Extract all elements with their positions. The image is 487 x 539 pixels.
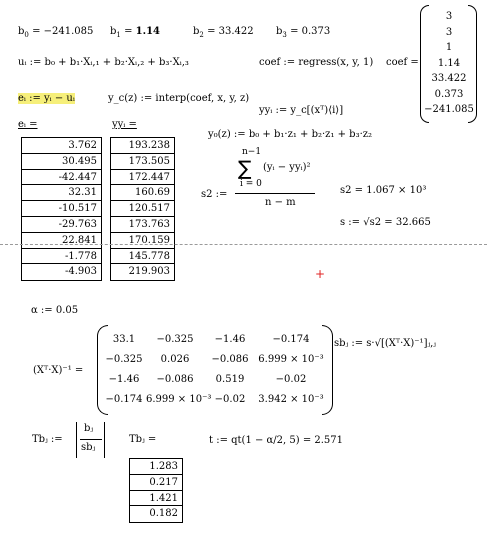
e-value-cell: 30.495 — [22, 154, 101, 170]
tb-fraction-bar — [80, 439, 102, 440]
matrix-cell: −0.174 — [105, 394, 143, 405]
inverse-matrix[interactable] — [102, 330, 326, 410]
fraction-bar — [235, 193, 315, 194]
sum-body: (yᵢ − yyᵢ)² — [263, 162, 311, 173]
tb-value-cell: 1.421 — [130, 491, 182, 507]
sum-lower-limit: i = 0 — [240, 179, 262, 189]
page-break-divider — [0, 244, 487, 245]
b0-equals: = — [32, 26, 41, 37]
b3-equals: = — [290, 26, 299, 37]
matrix-cell: −0.325 — [156, 334, 194, 345]
yy-value-cell: 173.763 — [111, 217, 174, 233]
b3-result — [276, 27, 330, 39]
e-value-cell: 22.841 — [22, 233, 101, 249]
matrix-cell: −0.325 — [105, 354, 143, 365]
s-definition[interactable] — [340, 218, 431, 228]
yy-value-cell: 172.447 — [111, 170, 174, 186]
coef-vector[interactable] — [424, 9, 474, 118]
b3-value: 0.373 — [301, 26, 331, 37]
e-values-table[interactable] — [21, 137, 102, 281]
coef-vector-entry: 1.14 — [437, 57, 461, 69]
s2-denominator: n − m — [265, 197, 296, 208]
yc-definition[interactable]: y_c(z) := interp(coef, x, y, z) — [108, 93, 250, 104]
tb-value-cell: 1.283 — [130, 459, 182, 475]
t-critical-definition[interactable]: t := qt(1 − α/2, 5) = 2.571 — [209, 435, 344, 446]
matrix-cell: −1.46 — [214, 334, 246, 345]
b1-symbol: b — [110, 26, 117, 37]
sum-upper-limit: n−1 — [242, 147, 262, 157]
y0-definition[interactable]: y₀(z) := b₀ + b₁·z₁ + b₂·z₁ + b₃·z₂ — [208, 129, 373, 140]
coef-vector-entry: −241.085 — [424, 104, 474, 115]
matrix-cell: 0.519 — [215, 374, 245, 385]
matrix-cell: −0.086 — [211, 354, 249, 365]
tb-table-label: Tbⱼ = — [129, 434, 157, 445]
yy-table-label-text: yyᵢ = — [112, 119, 137, 130]
yy-value-cell: 219.903 — [128, 266, 170, 278]
coef-vector-entry: 3 — [445, 11, 453, 22]
b0-value: −241.085 — [43, 26, 94, 37]
b1-result — [110, 27, 160, 39]
yy-value-cell: 120.517 — [111, 201, 174, 217]
b2-equals: = — [207, 26, 216, 37]
yy-value-cell: 170.159 — [111, 233, 174, 249]
matrix-cell: 6.999 × 10⁻³ — [258, 354, 324, 365]
alpha-definition[interactable]: α := 0.05 — [31, 305, 79, 316]
yy-definition[interactable]: yyᵢ := y_c[(xᵀ)⟨i⟩] — [259, 105, 344, 116]
tb-value-cell: 0.182 — [149, 508, 178, 520]
e-value-cell: -42.447 — [22, 170, 101, 186]
matrix-row — [102, 330, 326, 350]
inverse-matrix-lhs: (Xᵀ·X)⁻¹ = — [33, 365, 84, 376]
s2-lhs[interactable]: s2 := — [201, 189, 228, 200]
matrix-cell: 33.1 — [112, 334, 136, 345]
coef-label: coef = — [386, 57, 419, 68]
yy-table-label — [112, 120, 137, 130]
b1-subscript: 1 — [116, 31, 121, 39]
matrix-cell: −0.02 — [214, 394, 246, 405]
b2-subscript: 2 — [199, 31, 204, 39]
matrix-cell: −0.086 — [156, 374, 194, 385]
tb-numerator: bⱼ — [84, 423, 94, 434]
matrix-row — [102, 370, 326, 390]
e-value-cell: -1.778 — [22, 249, 101, 265]
b0-result — [18, 27, 93, 39]
e-value-cell: 3.762 — [22, 138, 101, 154]
abs-left-bar — [76, 422, 77, 458]
e-value-cell: -10.517 — [22, 201, 101, 217]
coef-vector-entry: 33.422 — [431, 73, 467, 84]
e-definition-text: eᵢ := yᵢ − uᵢ — [18, 93, 75, 104]
coef-vector-entry: 1 — [445, 42, 453, 53]
yy-value-cell: 193.238 — [111, 138, 174, 154]
tb-lhs[interactable]: Tbⱼ := — [32, 434, 63, 445]
yy-value-cell: 173.505 — [111, 154, 174, 170]
sum-sign-icon: ∑ — [238, 156, 252, 180]
e-value-cell: -4.903 — [64, 266, 97, 278]
yy-value-cell: 160.69 — [111, 185, 174, 201]
u-definition[interactable]: uᵢ := b₀ + b₁·Xᵢ,₁ + b₂·Xᵢ,₂ + b₃·Xᵢ,₃ — [18, 57, 189, 68]
matrix-cell: 6.999 × 10⁻³ — [146, 394, 212, 405]
s2-result: s2 = 1.067 × 10³ — [340, 185, 427, 196]
coef-vector-entry: 0.373 — [434, 88, 464, 100]
b2-symbol: b — [193, 26, 200, 37]
b2-result — [193, 27, 254, 39]
e-table-label-text: eᵢ = — [18, 119, 38, 130]
matrix-cell: −1.46 — [108, 374, 140, 385]
s-definition-text: s := √s2 = 32.665 — [340, 217, 431, 228]
crosshair-cursor-icon: + — [315, 267, 326, 281]
tb-values-table[interactable] — [129, 458, 183, 523]
e-table-label — [18, 120, 38, 130]
b3-subscript: 3 — [282, 31, 287, 39]
matrix-cell: 3.942 × 10⁻³ — [258, 394, 324, 405]
matrix-cell: 0.026 — [160, 354, 190, 365]
b0-subscript: 0 — [24, 31, 29, 39]
b1-value: 1.14 — [135, 26, 160, 37]
coef-vector-entry: 3 — [445, 26, 453, 38]
abs-right-bar — [104, 422, 105, 458]
matrix-row — [102, 350, 326, 370]
e-value-cell: 32.31 — [22, 185, 101, 201]
matrix-row — [102, 390, 326, 410]
sb-definition[interactable]: sbⱼ := s·√[(Xᵀ·X)⁻¹]ⱼ,ⱼ — [334, 338, 436, 349]
b1-equals: = — [124, 26, 133, 37]
tb-denominator: sbⱼ — [81, 442, 96, 453]
yy-values-table[interactable] — [110, 137, 175, 281]
coef-definition[interactable]: coef := regress(x, y, 1) — [259, 57, 374, 68]
matrix-cell: −0.174 — [272, 334, 310, 345]
yy-value-cell: 145.778 — [111, 249, 174, 265]
e-value-cell: -29.763 — [22, 217, 101, 233]
e-definition[interactable] — [18, 94, 75, 104]
matrix-cell: −0.02 — [275, 374, 307, 385]
b3-symbol: b — [276, 26, 283, 37]
b2-value: 33.422 — [218, 26, 254, 37]
tb-value-cell: 0.217 — [130, 475, 182, 491]
b0-symbol: b — [18, 26, 25, 37]
